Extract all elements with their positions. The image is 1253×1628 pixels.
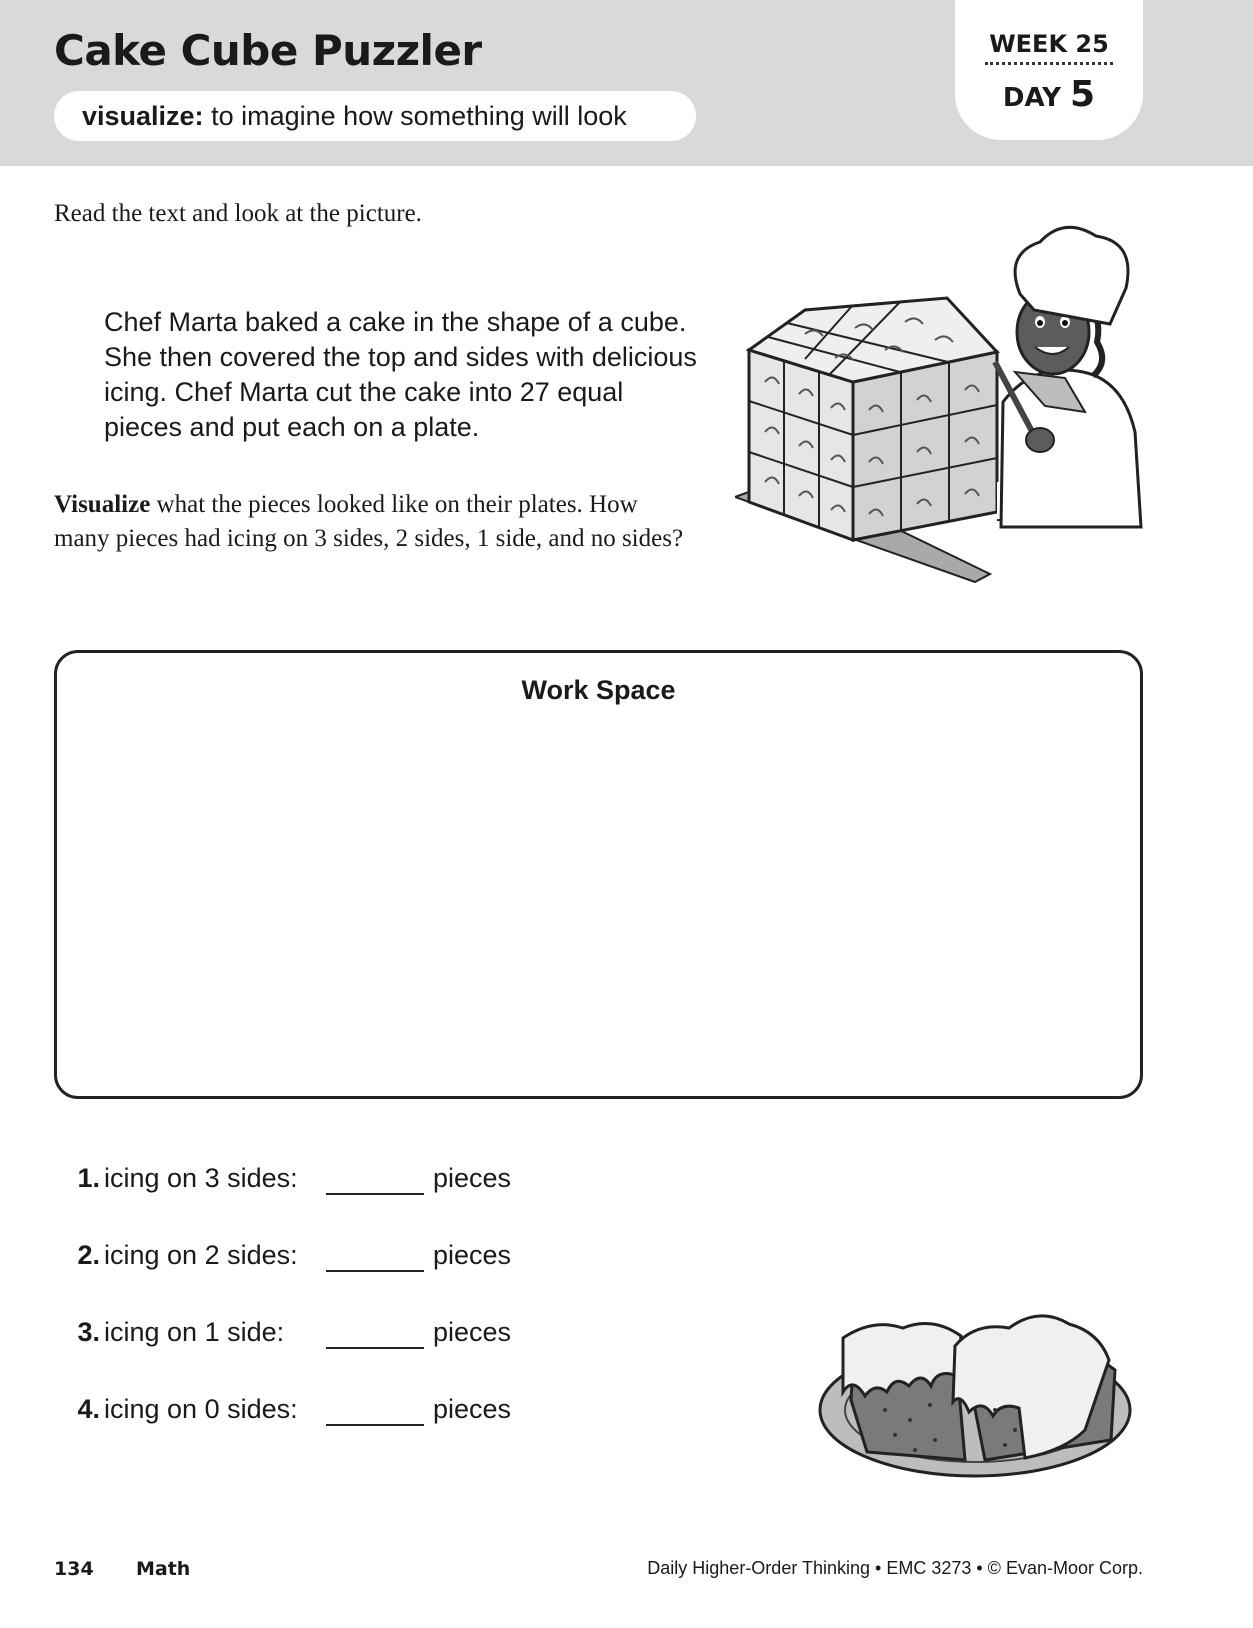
page-title: Cake Cube Puzzler [54, 26, 482, 75]
page-number: 134 [54, 1558, 94, 1580]
chef-hand [1026, 428, 1054, 452]
vocab-term: visualize: [82, 101, 204, 131]
credit-line: Daily Higher-Order Thinking • EMC 3273 • © Evan-Moor Corp. [647, 1558, 1143, 1578]
question-label: icing on 2 sides: [104, 1240, 298, 1270]
cake-slices-illustration [815, 1310, 1135, 1480]
answer-blank[interactable] [326, 1347, 424, 1349]
day-label-text: DAY [1002, 83, 1071, 113]
question-number: 3. [77, 1317, 100, 1347]
question-number: 4. [77, 1394, 100, 1424]
question-number: 1. [77, 1163, 100, 1193]
question-unit: pieces [433, 1317, 512, 1347]
question-number: 2. [77, 1240, 100, 1270]
vocab-pill [54, 91, 696, 141]
story-text: Chef Marta baked a cake in the shape of a cube. She then covered the top and sides with delicious icing. Chef Marta cut the cake into 27 equal pieces and put each on a plate. [104, 307, 697, 442]
question-label: icing on 1 side: [104, 1317, 285, 1347]
question-unit: pieces [433, 1394, 512, 1424]
week-day-tab [955, 0, 1143, 140]
question-keyword: Visualize [54, 491, 151, 518]
work-space-box[interactable] [54, 650, 1143, 1099]
chef-cake-illustration [735, 222, 1185, 607]
subject-label: Math [136, 1558, 191, 1580]
work-space-title: Work Space [521, 675, 676, 705]
day-number: 5 [1070, 74, 1096, 115]
question-body: what the pieces looked like on their plates. How many pieces had icing on 3 sides, 2 sides, 1 side, and no sides? [54, 491, 684, 552]
answer-blank[interactable] [326, 1270, 424, 1272]
answer-blank[interactable] [326, 1193, 424, 1195]
day-label [955, 74, 1143, 115]
question-label: icing on 0 sides: [104, 1394, 298, 1424]
week-label: WEEK 25 [985, 30, 1113, 65]
cake-side-face [853, 352, 997, 540]
vocab-definition: to imagine how something will look [203, 101, 627, 131]
instruction-text: Read the text and look at the picture. [54, 200, 422, 227]
chef-hat [1015, 227, 1128, 324]
question-unit: pieces [433, 1240, 512, 1270]
question-text [54, 488, 694, 556]
question-label: icing on 3 sides: [104, 1163, 298, 1193]
question-unit: pieces [433, 1163, 512, 1193]
answer-blank[interactable] [326, 1424, 424, 1426]
